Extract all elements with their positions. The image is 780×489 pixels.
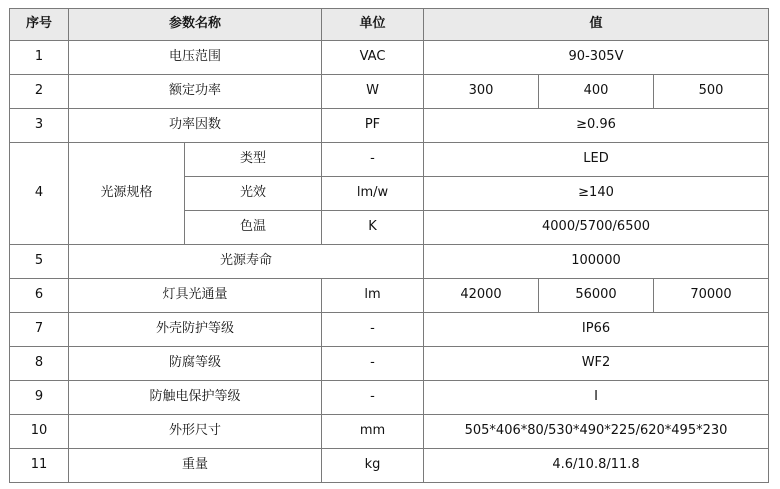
row-value-1: 42000 [424, 279, 539, 313]
table-row [10, 75, 769, 109]
row-param: 额定功率 [69, 75, 322, 109]
row-value: 90-305V [424, 41, 769, 75]
row-no: 3 [10, 109, 69, 143]
row-value: 505*406*80/530*490*225/620*495*230 [424, 415, 769, 449]
header-unit: 单位 [322, 9, 424, 41]
table-row [10, 143, 769, 177]
row-param: 防腐等级 [69, 347, 322, 381]
row-unit: VAC [322, 41, 424, 75]
row-param: 电压范围 [69, 41, 322, 75]
row-value: ≥0.96 [424, 109, 769, 143]
row-value: 4.6/10.8/11.8 [424, 449, 769, 483]
row-subparam: 类型 [185, 143, 322, 177]
row-value: WF2 [424, 347, 769, 381]
row-param: 外壳防护等级 [69, 313, 322, 347]
row-no: 11 [10, 449, 69, 483]
row-param: 功率因数 [69, 109, 322, 143]
table-row [10, 245, 769, 279]
row-unit: mm [322, 415, 424, 449]
header-value: 值 [424, 9, 769, 41]
spec-table [9, 8, 769, 483]
row-value: IP66 [424, 313, 769, 347]
row-param: 灯具光通量 [69, 279, 322, 313]
table-row [10, 415, 769, 449]
row-no: 1 [10, 41, 69, 75]
row-unit: - [322, 143, 424, 177]
row-unit: lm [322, 279, 424, 313]
table-header-row [10, 9, 769, 41]
row-unit: - [322, 313, 424, 347]
row-no: 4 [10, 143, 69, 245]
row-value: I [424, 381, 769, 415]
row-unit: W [322, 75, 424, 109]
row-no: 9 [10, 381, 69, 415]
row-no: 10 [10, 415, 69, 449]
table-row [10, 381, 769, 415]
table-row [10, 41, 769, 75]
row-no: 6 [10, 279, 69, 313]
row-unit: kg [322, 449, 424, 483]
row-no: 8 [10, 347, 69, 381]
row-no: 2 [10, 75, 69, 109]
row-unit: - [322, 381, 424, 415]
row-param: 光源寿命 [69, 245, 424, 279]
row-unit: K [322, 211, 424, 245]
table-row [10, 313, 769, 347]
row-value: 4000/5700/6500 [424, 211, 769, 245]
header-param: 参数名称 [69, 9, 322, 41]
row-param: 外形尺寸 [69, 415, 322, 449]
row-unit: PF [322, 109, 424, 143]
row-value-3: 70000 [654, 279, 769, 313]
row-param: 防触电保护等级 [69, 381, 322, 415]
row-value-2: 400 [539, 75, 654, 109]
table-row [10, 109, 769, 143]
row-value-2: 56000 [539, 279, 654, 313]
table-row [10, 279, 769, 313]
row-value-1: 300 [424, 75, 539, 109]
row-value-3: 500 [654, 75, 769, 109]
row-no: 5 [10, 245, 69, 279]
row-value: 100000 [424, 245, 769, 279]
table-row [10, 347, 769, 381]
row-value: ≥140 [424, 177, 769, 211]
table-row [10, 449, 769, 483]
row-subparam: 色温 [185, 211, 322, 245]
row-unit: - [322, 347, 424, 381]
row-value: LED [424, 143, 769, 177]
row-param: 重量 [69, 449, 322, 483]
row-no: 7 [10, 313, 69, 347]
row-subparam: 光效 [185, 177, 322, 211]
header-no: 序号 [10, 9, 69, 41]
row-unit: lm/w [322, 177, 424, 211]
row-param: 光源规格 [69, 143, 185, 245]
